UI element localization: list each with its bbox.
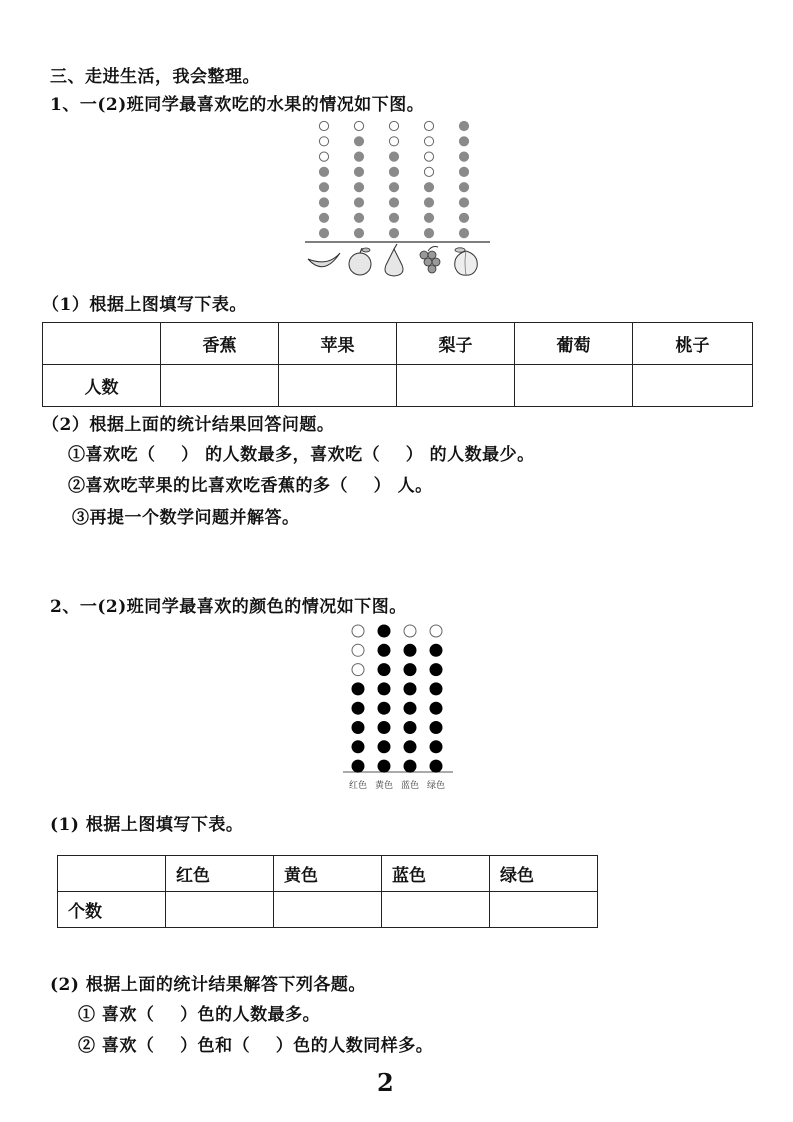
color-table-header-row	[58, 856, 598, 892]
fruit-tally-empty-dot	[319, 121, 328, 130]
fruit-tally-filled-dot	[354, 167, 363, 176]
pear-icon	[385, 244, 403, 276]
fruit-tally-filled-dot	[424, 183, 433, 192]
fruit-tally-filled-dot	[459, 183, 468, 192]
fruit-table-answer-cell[interactable]	[633, 365, 753, 407]
color-tally-filled-dot	[378, 625, 390, 637]
fruit-tally-filled-dot	[424, 229, 433, 238]
color-table-count-row	[58, 892, 598, 928]
fruit-pictograph	[300, 115, 500, 285]
fruit-tally-filled-dot	[389, 183, 398, 192]
color-tally-filled-dot	[430, 741, 442, 753]
fruit-tally-empty-dot	[354, 121, 363, 130]
color-tally-filled-dot	[430, 644, 442, 656]
color-table-header-blue: 蓝色	[382, 856, 490, 892]
color-tally-filled-dot	[404, 702, 416, 714]
fruit-tally-filled-dot	[459, 152, 468, 161]
color-tally-filled-dot	[404, 664, 416, 676]
color-label-green: 绿色	[426, 781, 446, 791]
fruit-tally-filled-dot	[389, 213, 398, 222]
fruit-tally-empty-dot	[424, 121, 433, 130]
fruit-tally-filled-dot	[319, 183, 328, 192]
color-tally-filled-dot	[378, 722, 390, 734]
q2-item-2: ② 喜欢（ ）色和（ ）色的人数同样多。	[78, 1036, 434, 1056]
fruit-tally-filled-dot	[354, 229, 363, 238]
fruit-tally-filled-dot	[354, 183, 363, 192]
color-table-header-blank	[58, 856, 166, 892]
fruit-tally-filled-dot	[319, 213, 328, 222]
q2-item-1: ① 喜欢（ ）色的人数最多。	[78, 1005, 321, 1025]
color-tally-empty-dot	[352, 644, 364, 656]
question-1-title: 1、一(2)班同学最喜欢吃的水果的情况如下图。	[50, 95, 425, 115]
section-title: 三、走进生活，我会整理。	[50, 67, 260, 87]
q2-part1-label: (1) 根据上图填写下表。	[50, 815, 244, 835]
color-tally-filled-dot	[378, 741, 390, 753]
fruit-table-header-row	[43, 323, 753, 365]
fruit-tally-filled-dot	[459, 198, 468, 207]
fruit-tally-filled-dot	[459, 213, 468, 222]
color-tally-filled-dot	[404, 722, 416, 734]
fruit-table-answer-cell[interactable]	[397, 365, 515, 407]
color-tally-filled-dot	[430, 722, 442, 734]
fruit-tally-filled-dot	[459, 229, 468, 238]
page-number: 2	[377, 1068, 394, 1097]
color-tally-filled-dot	[378, 760, 390, 772]
fruit-table-header-pear: 梨子	[397, 323, 515, 365]
color-table-header-yellow: 黄色	[274, 856, 382, 892]
fruit-table-header-grapes: 葡萄	[515, 323, 633, 365]
fruit-tally-empty-dot	[319, 152, 328, 161]
color-tally-filled-dot	[352, 702, 364, 714]
fruit-tally-filled-dot	[459, 167, 468, 176]
fruit-table-header-apple: 苹果	[279, 323, 397, 365]
color-tally-filled-dot	[352, 722, 364, 734]
color-table-header-red: 红色	[166, 856, 274, 892]
color-tally-empty-dot	[430, 625, 442, 637]
fruit-tally-filled-dot	[354, 137, 363, 146]
color-table	[57, 855, 598, 928]
q1-part2-label: （2）根据上面的统计结果回答问题。	[42, 415, 335, 435]
color-table-answer-cell[interactable]	[490, 892, 598, 928]
color-tally-filled-dot	[404, 644, 416, 656]
fruit-tally-empty-dot	[319, 137, 328, 146]
fruit-tally-filled-dot	[354, 198, 363, 207]
fruit-table-answer-cell[interactable]	[515, 365, 633, 407]
fruit-tally-filled-dot	[354, 213, 363, 222]
color-tally-filled-dot	[352, 741, 364, 753]
fruit-tally-filled-dot	[389, 198, 398, 207]
fruit-table-count-row	[43, 365, 753, 407]
fruit-table-answer-cell[interactable]	[161, 365, 279, 407]
color-tally-filled-dot	[430, 702, 442, 714]
fruit-tally-filled-dot	[354, 152, 363, 161]
fruit-table-row-label: 人数	[43, 365, 161, 407]
q1-part1-label: （1）根据上图填写下表。	[42, 295, 247, 315]
fruit-tally-filled-dot	[319, 198, 328, 207]
color-tally-filled-dot	[404, 741, 416, 753]
fruit-tally-filled-dot	[424, 198, 433, 207]
fruit-tally-filled-dot	[459, 121, 468, 130]
fruit-table-header-banana: 香蕉	[161, 323, 279, 365]
fruit-table-header-peach: 桃子	[633, 323, 753, 365]
fruit-tally-filled-dot	[389, 152, 398, 161]
fruit-tally-empty-dot	[389, 137, 398, 146]
color-tally-empty-dot	[404, 625, 416, 637]
peach-icon	[455, 248, 478, 275]
color-tally-filled-dot	[404, 683, 416, 695]
color-tally-filled-dot	[430, 683, 442, 695]
color-table-answer-cell[interactable]	[274, 892, 382, 928]
q1-item-2: ②喜欢吃苹果的比喜欢吃香蕉的多（ ） 人。	[68, 476, 433, 496]
fruit-table-header-blank	[43, 323, 161, 365]
color-tally-filled-dot	[430, 664, 442, 676]
color-tally-filled-dot	[352, 760, 364, 772]
fruit-tally-filled-dot	[319, 229, 328, 238]
fruit-tally-filled-dot	[459, 137, 468, 146]
fruit-table	[42, 322, 753, 407]
color-table-row-label: 个数	[58, 892, 166, 928]
color-label-blue: 蓝色	[400, 781, 420, 791]
color-tally-empty-dot	[352, 664, 364, 676]
fruit-tally-filled-dot	[389, 229, 398, 238]
fruit-tally-filled-dot	[319, 167, 328, 176]
grapes-icon	[420, 247, 440, 274]
fruit-tally-filled-dot	[389, 167, 398, 176]
fruit-tally-empty-dot	[424, 167, 433, 176]
color-table-answer-cell[interactable]	[166, 892, 274, 928]
banana-icon	[308, 253, 340, 267]
apple-icon	[349, 248, 371, 275]
fruit-tally-empty-dot	[424, 152, 433, 161]
color-pictograph	[340, 620, 460, 795]
question-2-title: 2、一(2)班同学最喜欢的颜色的情况如下图。	[50, 597, 407, 617]
color-table-header-green: 绿色	[490, 856, 598, 892]
fruit-tally-empty-dot	[389, 121, 398, 130]
color-tally-filled-dot	[378, 683, 390, 695]
q1-item-3: ③再提一个数学问题并解答。	[72, 508, 300, 528]
fruit-tally-empty-dot	[424, 137, 433, 146]
fruit-tally-filled-dot	[424, 213, 433, 222]
q1-item-1: ①喜欢吃（ ） 的人数最多，喜欢吃（ ） 的人数最少。	[68, 445, 535, 465]
color-label-red: 红色	[348, 781, 368, 791]
color-tally-filled-dot	[404, 760, 416, 772]
color-tally-filled-dot	[430, 760, 442, 772]
color-tally-filled-dot	[352, 683, 364, 695]
color-table-answer-cell[interactable]	[382, 892, 490, 928]
color-label-yellow: 黄色	[374, 781, 394, 791]
color-tally-filled-dot	[378, 644, 390, 656]
color-tally-filled-dot	[378, 664, 390, 676]
color-tally-filled-dot	[378, 702, 390, 714]
fruit-table-answer-cell[interactable]	[279, 365, 397, 407]
q2-part2-label: (2) 根据上面的统计结果解答下列各题。	[50, 975, 366, 995]
color-tally-empty-dot	[352, 625, 364, 637]
